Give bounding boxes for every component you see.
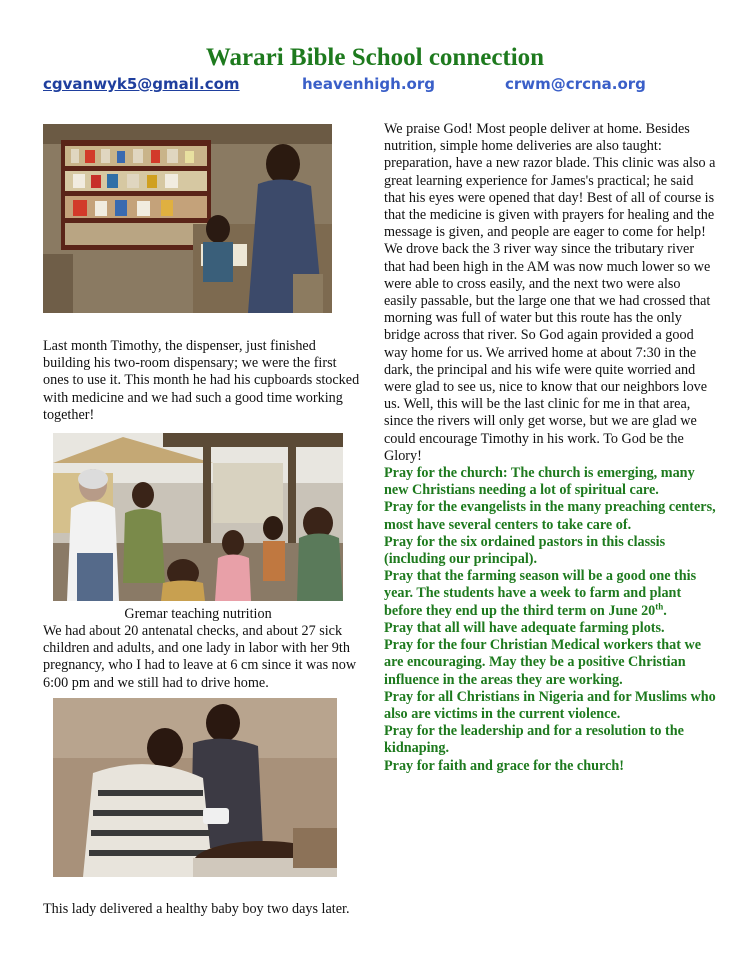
date-period: .	[663, 602, 667, 619]
website-link[interactable]: heavenhigh.org	[302, 75, 435, 93]
prayer-item: Pray for the evangelists in the many preaching centers, most have several centers to take care of.	[384, 499, 716, 533]
nutrition-teaching-photo	[53, 433, 343, 601]
prayer-item: Pray for the leadership and for a resolution to the kidnaping.	[384, 723, 684, 757]
page-title: Warari Bible School connection	[205, 44, 545, 71]
baby-boy-paragraph: This lady delivered a healthy baby boy two days later.	[43, 901, 350, 917]
prayer-item: Pray for all Christians in Nigeria and for Muslims who also are victims in the current violence.	[384, 688, 716, 722]
prayer-item: Pray for the four Christian Medical workers that we are encouraging. May they be a positive Christian influence in the areas they are working.	[384, 637, 702, 688]
antenatal-text: We had about 20 antenatal checks, and about 27 sick children and adults, and one lady in labor with her 9th pregnancy, who I had to leave at 6 cm since it was now 6:00 pm and we still had to drive home.	[43, 623, 357, 691]
date-suffix: th	[655, 600, 664, 611]
dispensary-paragraph: Last month Timothy, the dispenser, just finished building his two-room dispensary; we were the first ones to use it. This month he had his cupboards stocked with medicine and we had such a good time working together!	[43, 338, 360, 423]
prayer-item: Pray for the six ordained pastors in this classis (including our principal).	[384, 533, 666, 568]
photo-caption-nutrition: Gremar teaching nutrition	[124, 606, 272, 622]
email-link-crwm[interactable]: crwm@crcna.org	[505, 75, 646, 93]
prayer-item: Pray for the church: The church is emerging, many new Christians needing a lot of spiritual care.	[384, 465, 695, 499]
email-link-cgvanwyk5[interactable]: cgvanwyk5@gmail.com	[43, 75, 240, 93]
right-column	[384, 121, 716, 775]
antenatal-check-photo	[53, 698, 337, 877]
contact-bar	[0, 75, 750, 97]
prayer-item: Pray for faith and grace for the church!	[384, 757, 624, 774]
antenatal-paragraph	[43, 623, 365, 692]
dispensary-photo	[43, 124, 332, 313]
prayer-item: Pray that all will have adequate farming plots.	[384, 619, 665, 636]
prayer-farming-text: Pray that the farming season will be a good one this year. The students have a week to farm and plant before they end up the third term on June 20	[384, 568, 697, 619]
praise-paragraph: We praise God! Most people deliver at home. Besides nutrition, simple home deliveries are also taught: preparation, have a new razor blade. This clinic was also a great learning experience for James's practical; he said that his eyes were opened that day! Best of all of course is that the medicine is given with prayers for healing and the message is given, and people are eager to come for help! We drove back the 3 river way since the tributary river that had been high in the AM was now much lower so we were able to cross easily, and the next two were also easily passable, but the large one that we had crossed that morning was full of water but this route has the only bridge across that river. So God again provided a good way home for us. We arrived home at about 7:30 in the dark, the principal and his wife were quite worried and were glad to see us, nice to know that our neighbors love us. Well, this will be the last clinic for me in that area, since the rivers will only get worse, but we are glad we could encourage Timothy in his work. To God be the Glory!	[384, 121, 716, 464]
prayer-item-farming	[384, 568, 716, 620]
